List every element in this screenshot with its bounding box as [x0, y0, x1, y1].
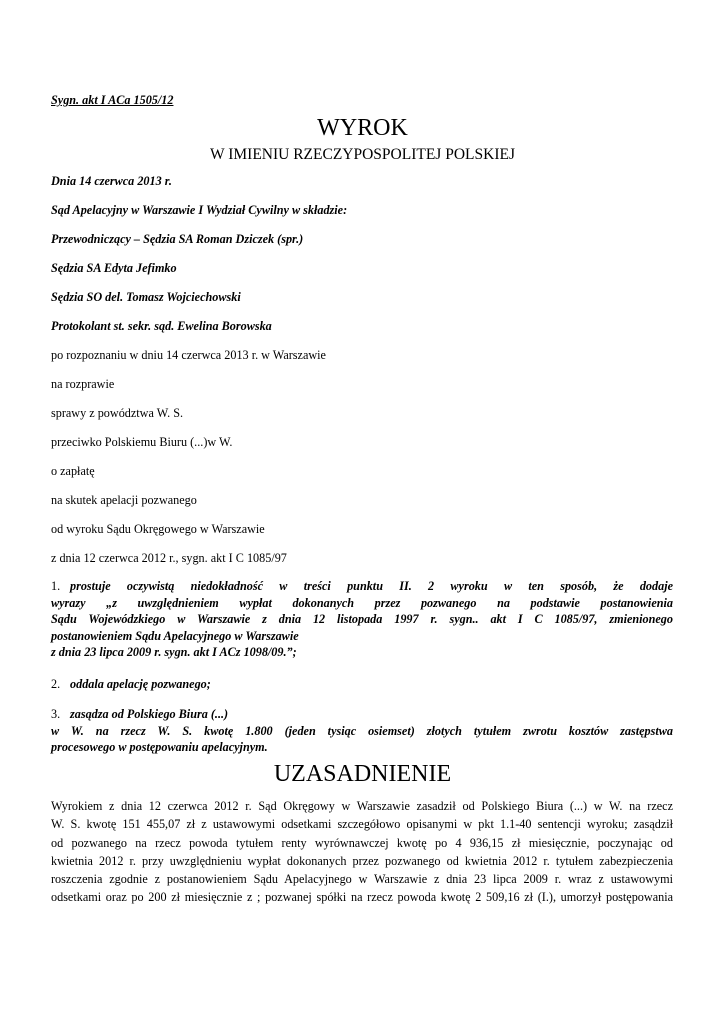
- ruling-item-3-line-2: w W. na rzecz W. S. kwotę 1.800 (jeden tysiąc osiemset) złotych tytułem zwrotu kosztów zastępstwa: [51, 723, 673, 738]
- ruling-item-1: [51, 578, 673, 661]
- proceedings-line: po rozpoznaniu w dniu 14 czerwca 2013 r. w Warszawie: [51, 348, 326, 362]
- ruling-item-3-line-3: procesowego w postępowaniu apelacyjnym.: [51, 740, 268, 754]
- judge-line-1: Sędzia SA Edyta Jefimko: [51, 261, 177, 275]
- court-composition: Sąd Apelacyjny w Warszawie I Wydział Cywilny w składzie:: [51, 203, 348, 217]
- document-subtitle: W IMIENIU RZECZYPOSPOLITEJ POLSKIEJ: [210, 146, 515, 163]
- proceedings-line: od wyroku Sądu Okręgowego w Warszawie: [51, 522, 265, 536]
- ruling-item-3: [51, 706, 673, 756]
- ruling-item-1-number: 1.: [51, 579, 61, 593]
- justification-paragraph: [51, 797, 673, 907]
- justification-line: roszczenia zgodnie z postanowieniem Sądu Apelacyjnego w Warszawie z dnia 23 lipca 2009 r. wraz z ustawowymi: [51, 872, 673, 887]
- ruling-item-1-line-5: z dnia 23 lipca 2009 r. sygn. akt I ACz 1098/09.”;: [51, 645, 297, 659]
- justification-line: Wyrokiem z dnia 12 czerwca 2012 r. Sąd Okręgowy w Warszawie zasadził od Polskiego Biura (...) w W. na rzecz: [51, 799, 673, 813]
- ruling-date: Dnia 14 czerwca 2013 r.: [51, 174, 172, 188]
- ruling-item-1-text: prostuje oczywistą niedokładność w treści punktu II. 2 wyroku w ten sposób, że dodaje: [70, 579, 673, 593]
- proceedings-line: na rozprawie: [51, 377, 115, 391]
- judge-line-2: Sędzia SO del. Tomasz Wojciechowski: [51, 290, 241, 304]
- ruling-item-2: [51, 676, 211, 693]
- ruling-item-3-line-1: [51, 706, 673, 723]
- ruling-item-1-line-1: [51, 578, 673, 595]
- justification-line: odsetkami oraz po 200 zł miesięcznie z ; pozwanej spółki na rzecz powoda kwotę 2 509,16 zł (I.), umorzył postępowania: [51, 890, 673, 905]
- proceedings-line: przeciwko Polskiemu Biuru (...)w W.: [51, 435, 233, 449]
- ruling-item-2-text: oddala apelację pozwanego;: [70, 677, 211, 691]
- ruling-item-1-line-3: Sądu Wojewódzkiego w Warszawie z dnia 12 listopada 1997 r. sygn.. akt I C 1085/97, zmienionego: [51, 612, 673, 626]
- ruling-item-3-number: 3.: [51, 707, 61, 721]
- presiding-judge: Przewodniczący – Sędzia SA Roman Dziczek (spr.): [51, 232, 304, 246]
- proceedings-line: na skutek apelacji pozwanego: [51, 493, 197, 507]
- ruling-item-2-number: 2.: [51, 677, 61, 691]
- document-title: WYROK: [317, 115, 408, 141]
- justification-heading: UZASADNIENIE: [273, 761, 452, 787]
- proceedings-line: z dnia 12 czerwca 2012 r., sygn. akt I C 1085/97: [51, 551, 287, 565]
- court-clerk: Protokolant st. sekr. sąd. Ewelina Borowska: [51, 319, 272, 333]
- case-number: Sygn. akt I ACa 1505/12: [51, 93, 174, 107]
- justification-line: W. S. kwotę 151 455,07 zł z ustawowymi odsetkami szczegółowo opisanymi w pkt 1.1-40 sentencji wyroku; zasądził: [51, 817, 673, 832]
- ruling-item-3-text: zasądza od Polskiego Biura (...): [70, 707, 229, 721]
- proceedings-line: o zapłatę: [51, 464, 95, 478]
- ruling-item-1-line-2: wyrazy „z uwzględnieniem wypłat dokonanych przez pozwanego na podstawie postanowienia: [51, 595, 673, 610]
- proceedings-line: sprawy z powództwa W. S.: [51, 406, 184, 420]
- justification-line: od pozwanego na rzecz powoda tytułem renty wyrównawczej kwotę po 4 936,15 zł miesięcznie, poczynając od: [51, 835, 673, 850]
- ruling-item-1-line-4: postanowieniem Sądu Apelacyjnego w Warszawie: [51, 628, 299, 643]
- justification-line: kwietnia 2012 r. przy uwzględnieniu wypłat dokonanych przez pozwanego od kwietnia 2012 r. tytułem zabezpieczenia: [51, 853, 673, 868]
